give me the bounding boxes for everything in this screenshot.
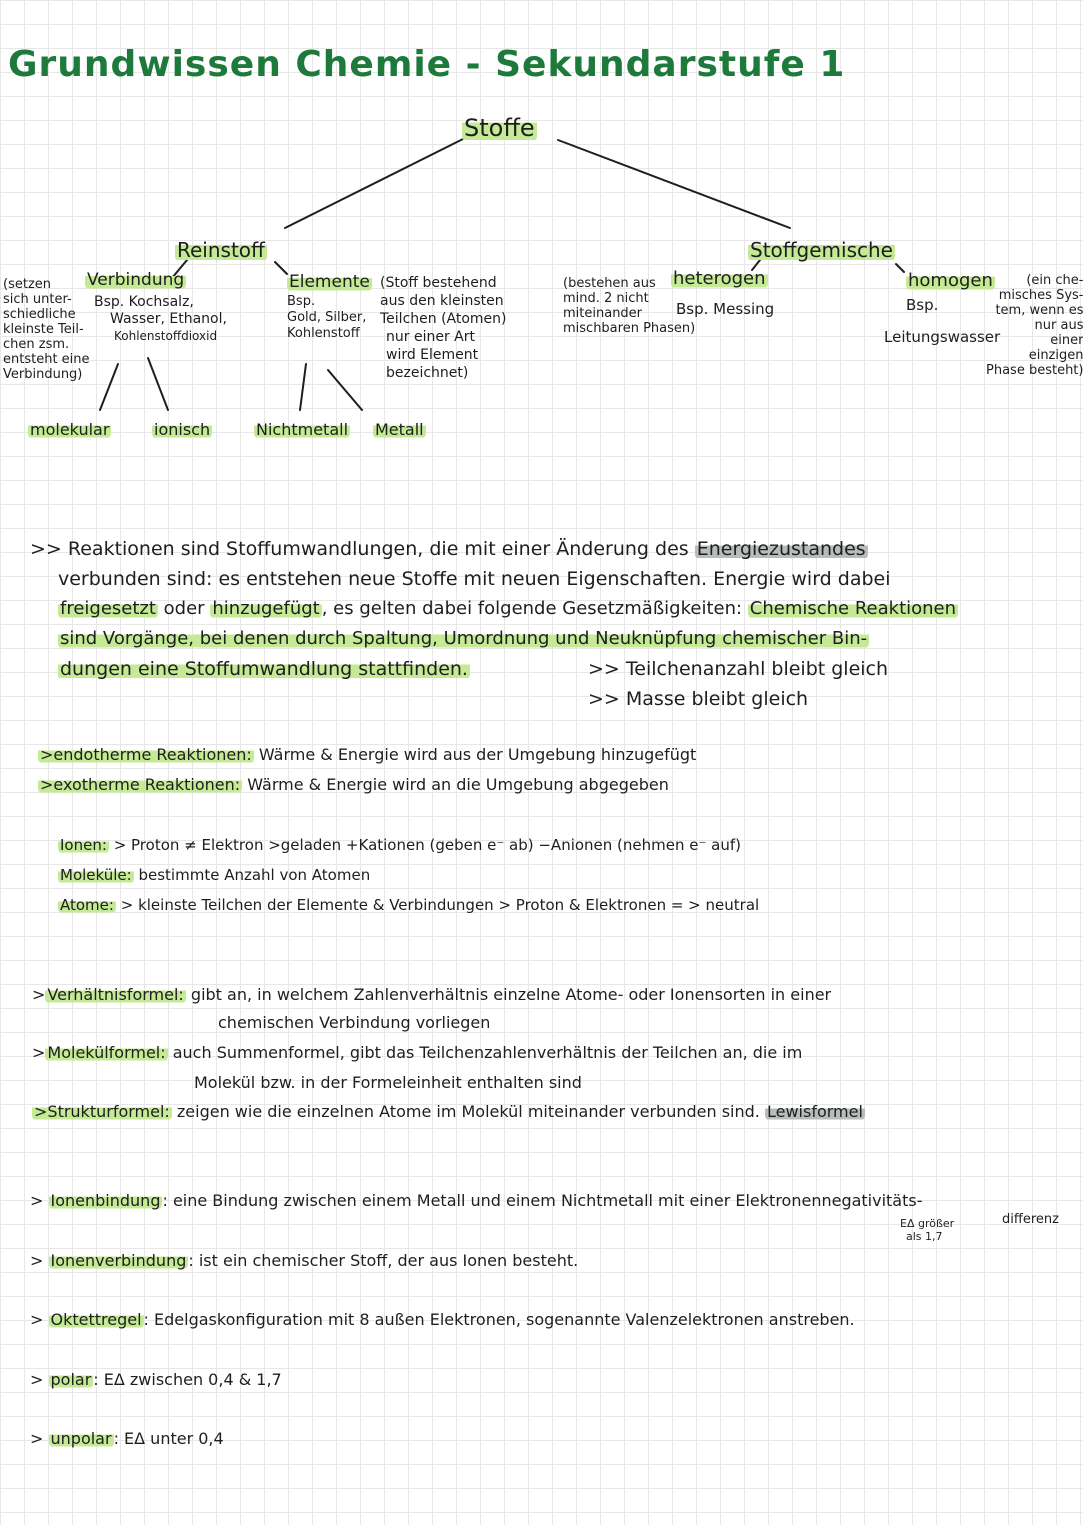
node-homogen-label: homogen [908, 270, 993, 291]
verbindung-example: Bsp. Kochsalz, [94, 294, 194, 310]
homogen-note-line: tem, wenn es [995, 303, 1083, 318]
ionen-label: Ionen: [60, 836, 107, 854]
line-reinstoff-elemente [275, 262, 287, 274]
elemente-example: Bsp. [287, 294, 316, 309]
ionenbindung-label: Ionenbindung [50, 1191, 161, 1210]
unpolar-text: : EΔ unter 0,4 [113, 1429, 224, 1448]
reaction-highlight: sind Vorgänge, bei denen durch Spaltung, Umordnung und Neuknüpfung chemischer Bin- [60, 628, 868, 649]
node-nichtmetall-label: Nichtmetall [256, 420, 349, 439]
atome-row [58, 892, 759, 918]
elemente-note-line: bezeichnet) [386, 365, 469, 381]
elemente-note-line: nur einer Art [386, 329, 475, 345]
setzen-note-line: sich unter- [3, 292, 72, 307]
setzen-note-line: (setzen [3, 277, 52, 292]
elemente-example: Kohlenstoff [287, 326, 360, 341]
setzen-note-line: chen zsm. [3, 337, 70, 352]
homogen-note-line: misches Sys- [998, 288, 1083, 303]
line-verbindung-molekular [100, 364, 118, 410]
tree-lines [0, 0, 1080, 450]
oktettregel-text: : Edelgaskonfiguration mit 8 außen Elektronen, sogenannte Valenzelektronen anstreben. [143, 1310, 855, 1329]
oktettregel-label: Oktettregel [50, 1310, 142, 1329]
polar-text: : EΔ zwischen 0,4 & 1,7 [93, 1370, 282, 1389]
atome-label: Atome: [60, 896, 114, 914]
heterogen-note-line: miteinander [563, 306, 643, 321]
reaction-highlight: freigesetzt [60, 598, 156, 619]
verhaeltnisformel-row: > Verhältnisformel: gibt an, in welchem Zahlenverhältnis einzelne Atome- oder Ionensorten in einer [32, 985, 832, 1004]
node-stoffe [462, 114, 537, 142]
strukturformel-text: zeigen wie die einzelnen Atome im Molekül miteinander verbunden sind. [176, 1102, 760, 1121]
ionenverbindung-row: > Ionenverbindung : ist ein chemischer Stoff, der aus Ionen besteht. [30, 1251, 579, 1270]
molekuele-label: Moleküle: [60, 866, 132, 884]
setzen-note-line: kleinste Teil- [3, 322, 84, 337]
reaction-rule-teilchen: >> Teilchenanzahl bleibt gleich [588, 658, 889, 680]
exotherm-row [38, 772, 669, 798]
ionenbindung-row: > Ionenbindung : eine Bindung zwischen einem Metall und einem Nichtmetall mit einer Elektronennegativitäts- [30, 1191, 923, 1210]
node-ionisch-label: ionisch [154, 420, 211, 439]
line-verbindung-ionisch [148, 358, 168, 410]
reaction-line-2: verbunden sind: es entstehen neue Stoffe mit neuen Eigenschaften. Energie wird dabei [58, 568, 891, 590]
line-root-stoffgemische [558, 140, 790, 228]
polar-label: polar [50, 1370, 92, 1389]
reaction-line-4 [30, 624, 1076, 654]
molekuelformel-text: auch Summenformel, gibt das Teilchenzahlenverhältnis der Teilchen an, die im [172, 1043, 803, 1062]
node-nichtmetall [254, 420, 350, 439]
heterogen-note-line: (bestehen aus [563, 276, 656, 291]
line-root-reinstoff [285, 138, 465, 228]
elemente-note [380, 274, 507, 382]
exotherm-label: >exotherme Reaktionen: [40, 775, 241, 794]
ionenbindung-note-ea: EΔ größer [900, 1217, 955, 1230]
node-heterogen [671, 268, 768, 289]
node-homogen [906, 270, 995, 291]
heterogen-note-line: mind. 2 nicht [563, 291, 649, 306]
node-metall-label: Metall [375, 420, 424, 439]
ionen-row [58, 832, 741, 858]
polar-row: > polar : EΔ zwischen 0,4 & 1,7 [30, 1370, 282, 1389]
node-ionisch [152, 420, 212, 439]
verbindung-example: Kohlenstoffdioxid [114, 329, 218, 343]
reaction-text: Reaktionen sind Stoffumwandlungen, die mit einer Änderung des [67, 538, 689, 560]
homogen-note-line: nur aus [1034, 318, 1083, 333]
reaction-line-1 [30, 534, 1076, 564]
setzen-note-line: Verbindung) [3, 367, 83, 382]
node-stoffgemische [748, 238, 895, 262]
heterogen-note-line: mischbaren Phasen) [563, 321, 696, 336]
atome-text: > kleinste Teilchen der Elemente & Verbindungen > Proton & Elektronen = > neutral [120, 896, 760, 914]
endotherm-row [38, 742, 696, 768]
ionen-text: > Proton ≠ Elektron >geladen +Kationen (geben e⁻ ab) −Anionen (nehmen e⁻ auf) [113, 836, 742, 854]
homogen-example-bsp: Bsp. [906, 296, 939, 314]
reaction-highlight: Chemische Reaktionen [749, 598, 957, 619]
node-verbindung [85, 270, 186, 290]
lewisformel-label: Lewisformel [766, 1102, 863, 1121]
node-elemente [287, 272, 372, 292]
unpolar-row: > unpolar : EΔ unter 0,4 [30, 1429, 224, 1448]
exotherm-text: Wärme & Energie wird an die Umgebung abgegeben [247, 775, 669, 794]
unpolar-label: unpolar [50, 1429, 112, 1448]
endotherm-text: Wärme & Energie wird aus der Umgebung hinzugefügt [258, 745, 697, 764]
node-stoffe-label: Stoffe [464, 114, 535, 142]
node-metall [373, 420, 426, 439]
reaction-text: , es gelten dabei folgende Gesetzmäßigkeiten: [321, 598, 743, 619]
reaction-text: oder [163, 598, 205, 619]
reaction-paragraph [30, 534, 1076, 684]
molekuelformel-row: > Molekülformel: auch Summenformel, gibt das Teilchenzahlenverhältnis der Teilchen an, die im [32, 1043, 803, 1062]
elemente-note-line: aus den kleinsten [380, 293, 504, 309]
reaction-highlight: hinzugefügt [212, 598, 320, 619]
reaction-line-3 [30, 594, 1076, 624]
elemente-note-line: (Stoff bestehend [380, 275, 497, 291]
homogen-note-line: einzigen [1028, 348, 1083, 363]
homogen-note [986, 273, 1083, 378]
ionenbindung-note-17: als 1,7 [906, 1230, 943, 1243]
homogen-note-line: Phase besteht) [986, 363, 1083, 378]
molekuele-text: bestimmte Anzahl von Atomen [138, 866, 371, 884]
page-title: Grundwissen Chemie - Sekundarstufe 1 [8, 44, 846, 85]
node-molekular [28, 420, 111, 439]
verhaeltnisformel-text: gibt an, in welchem Zahlenverhältnis einzelne Atome- oder Ionensorten in einer [190, 985, 832, 1004]
ionenbindung-text: : eine Bindung zwischen einem Metall und einem Nichtmetall mit einer Elektronennegativitäts- [162, 1191, 923, 1210]
endotherm-label: >endotherme Reaktionen: [40, 745, 252, 764]
node-stoffgemische-label: Stoffgemische [750, 238, 893, 262]
verhaeltnisformel-label: Verhältnisformel: [47, 985, 184, 1004]
homogen-note-line: einer [1050, 333, 1083, 348]
setzen-note-line: entsteht eine [3, 352, 90, 367]
line-stoffgemische-homogen [896, 264, 904, 272]
strukturformel-row [32, 1099, 865, 1125]
node-reinstoff-label: Reinstoff [177, 238, 265, 262]
molekuelformel-label: Molekülformel: [47, 1043, 166, 1062]
line-elemente-metall [328, 370, 362, 410]
reaction-highlight: dungen eine Stoffumwandlung stattfinden. [60, 658, 468, 680]
elemente-example: Gold, Silber, [287, 310, 367, 325]
elemente-note-line: Teilchen (Atomen) [380, 311, 507, 327]
reaction-line-5 [30, 654, 1076, 684]
setzen-note-line: schiedliche [3, 307, 76, 322]
ionenbindung-note-differenz: differenz [1002, 1212, 1059, 1227]
reaction-highlight: Energiezustandes [696, 538, 866, 560]
homogen-note-line: (ein che- [1026, 273, 1083, 288]
molekuelformel-text-2: Molekül bzw. in der Formeleinheit enthalten sind [194, 1073, 582, 1092]
heterogen-example: Bsp. Messing [676, 300, 775, 318]
elemente-note-line: wird Element [386, 347, 479, 363]
verhaeltnisformel-text-2: chemischen Verbindung vorliegen [218, 1013, 491, 1032]
line-elemente-nichtmetall [300, 364, 306, 410]
elemente-examples [287, 294, 366, 342]
verbindung-examples [94, 294, 227, 345]
verbindung-example: Wasser, Ethanol, [110, 311, 227, 327]
homogen-example: Leitungswasser [884, 328, 1001, 346]
oktettregel-row: > Oktettregel : Edelgaskonfiguration mit 8 außen Elektronen, sogenannte Valenzelektronen anstreben. [30, 1310, 855, 1329]
strukturformel-label: >Strukturformel: [34, 1102, 170, 1121]
reaction-rule-masse: >> Masse bleibt gleich [588, 688, 809, 710]
ionenverbindung-label: Ionenverbindung [50, 1251, 187, 1270]
node-verbindung-label: Verbindung [87, 270, 185, 290]
node-elemente-label: Elemente [289, 272, 370, 292]
reaction-prefix: >> [30, 538, 62, 560]
node-heterogen-label: heterogen [673, 268, 766, 289]
node-reinstoff [175, 238, 267, 262]
setzen-note [3, 277, 90, 382]
ionenverbindung-text: : ist ein chemischer Stoff, der aus Ionen besteht. [188, 1251, 579, 1270]
molekuele-row [58, 862, 370, 888]
node-molekular-label: molekular [30, 420, 110, 439]
